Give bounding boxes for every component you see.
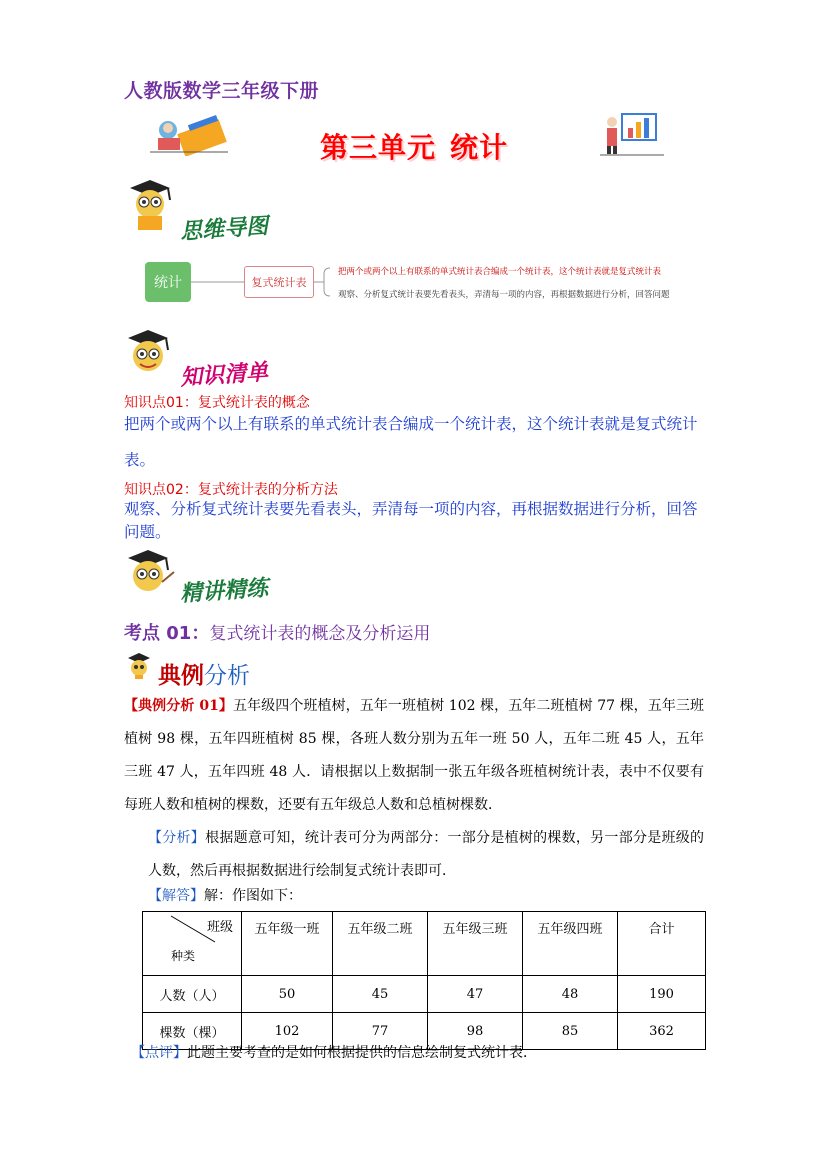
typical-example-banner bbox=[158, 657, 250, 690]
table-header: 五年级二班 bbox=[333, 912, 428, 976]
example-comment bbox=[131, 1042, 537, 1062]
mindmap-leaf-definition: 把两个或两个以上有联系的单式统计表合编成一个统计表，这个统计表就是复式统计表 bbox=[338, 267, 662, 277]
corner-bottom-label: 种类 bbox=[171, 949, 196, 963]
exam-point-heading bbox=[124, 619, 430, 645]
analysis-text: 根据题意可知，统计表可分为两部分：一部分是植树的棵数，另一部分是班级的人数，然后再根据数据进行绘制复式统计表即可． bbox=[148, 830, 705, 879]
student-illustration-icon bbox=[150, 112, 230, 156]
example-text: 五年级四个班植树，五年一班植树 102 棵，五年二班植树 77 棵，五年三班植树 98 棵，五年四班植树 85 棵，各班人数分别为五年一班 50 人，五年二班 45 人，五年三班 47 人，五年四班 48 人．请根据以上数据制一张五年级各班植树统计表，表中不仅要有每班人数和植树的棵数，还要有五年级总人数和总植树棵数． bbox=[124, 698, 704, 813]
table-cell: 45 bbox=[333, 976, 428, 1013]
mindmap-leaf-method: 观察、分析复式统计表要先看表头，弄清每一项的内容，再根据数据进行分析，回答问题 bbox=[338, 290, 670, 300]
table-cell: 48 bbox=[523, 976, 618, 1013]
example-analysis bbox=[124, 822, 704, 888]
table-header: 合计 bbox=[618, 912, 706, 976]
table-header: 五年级一班 bbox=[242, 912, 333, 976]
exam-point-label: 考点 01： bbox=[124, 623, 210, 644]
table-cell: 50 bbox=[242, 976, 333, 1013]
table-header: 五年级三班 bbox=[428, 912, 523, 976]
unit-title-name: 统计 bbox=[450, 131, 509, 164]
owl-teacher-icon bbox=[124, 178, 174, 232]
row-label: 棵数（棵） bbox=[143, 1013, 242, 1050]
table-cell: 98 bbox=[428, 1013, 523, 1050]
trophy-owl-icon bbox=[124, 652, 154, 680]
corner-top-label: 班级 bbox=[206, 920, 233, 935]
unit-title-number: 第三单元 bbox=[320, 131, 437, 164]
table-cell: 190 bbox=[618, 976, 706, 1013]
analysis-tag: 【分析】 bbox=[148, 830, 206, 846]
owl-teacher-icon-3 bbox=[124, 548, 176, 598]
table-row bbox=[143, 976, 706, 1013]
compound-statistics-table bbox=[142, 911, 706, 1050]
mindmap-root-node: 统计 bbox=[145, 262, 191, 302]
answer-tag: 【解答】 bbox=[148, 888, 204, 904]
mindmap-branch-node: 复式统计表 bbox=[244, 266, 314, 298]
knowledge-point-1-body: 把两个或两个以上有联系的单式统计表合编成一个统计表，这个统计表就是复式统计表。 bbox=[124, 415, 698, 469]
knowledge-point-2-body: 观察、分析复式统计表要先看表头，弄清每一项的内容，再根据数据进行分析，回答问题。 bbox=[124, 500, 698, 541]
exam-point-text: 复式统计表的概念及分析运用 bbox=[209, 624, 431, 644]
knowledge-point-1-title: 知识点01：复式统计表的概念 bbox=[124, 395, 310, 411]
comment-text: 此题主要考查的是如何根据提供的信息绘制复式统计表． bbox=[187, 1045, 537, 1061]
unit-title bbox=[320, 126, 508, 166]
section-label-mindmap: 思维导图 bbox=[179, 213, 269, 246]
section-label-knowledge: 知识清单 bbox=[179, 359, 269, 392]
table-header: 五年级四班 bbox=[523, 912, 618, 976]
table-cell: 102 bbox=[242, 1013, 333, 1050]
table-cell: 47 bbox=[428, 976, 523, 1013]
table-cell: 77 bbox=[333, 1013, 428, 1050]
table-corner-cell bbox=[143, 912, 242, 976]
knowledge-point-2-title: 知识点02：复式统计表的分析方法 bbox=[124, 482, 338, 498]
banner-part-a: 典例 bbox=[158, 662, 204, 689]
example-answer bbox=[124, 880, 704, 913]
banner-part-b: 分析 bbox=[204, 663, 250, 689]
comment-tag: 【点评】 bbox=[131, 1045, 187, 1061]
owl-teacher-icon-2 bbox=[124, 328, 174, 378]
example-tag: 【典例分析 01】 bbox=[124, 698, 234, 714]
table-cell: 85 bbox=[523, 1013, 618, 1050]
example-problem bbox=[124, 690, 704, 822]
document-header-title: 人教版数学三年级下册 bbox=[124, 80, 320, 102]
row-label: 人数（人） bbox=[143, 976, 242, 1013]
chart-presenter-icon bbox=[600, 108, 664, 156]
answer-text: 解：作图如下： bbox=[204, 888, 302, 904]
section-label-lecture: 精讲精练 bbox=[179, 575, 269, 608]
table-cell: 362 bbox=[618, 1013, 706, 1050]
